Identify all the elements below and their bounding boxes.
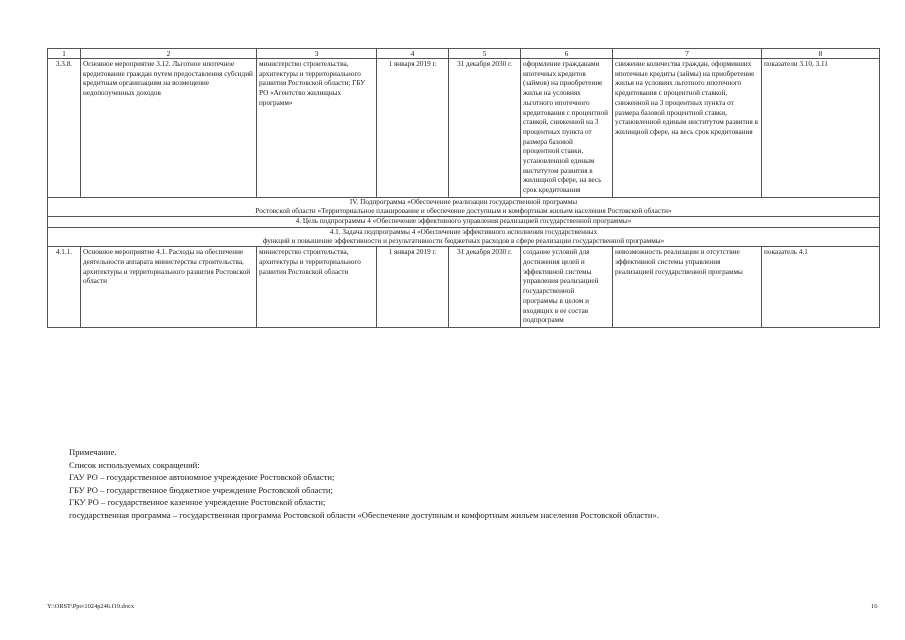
abbreviation-item: государственная программа – государственная программа Ростовской области «Обеспечение доступным и комфортным жильем населения Ростовской области». (69, 509, 659, 520)
abbreviation-item: ГАУ РО – государственное автономное учреждение Ростовской области; (69, 472, 335, 483)
file-path: Y:\ORST\Ppo\1024p246.f19.docx (47, 603, 135, 610)
section-row-task (48, 227, 880, 247)
column-number: 8 (762, 49, 880, 59)
subprogram-heading (48, 197, 880, 217)
column-number: 7 (613, 49, 762, 59)
column-number: 4 (377, 49, 449, 59)
row-number: 3.3.8. (48, 59, 81, 198)
abbreviation-item: ГБУ РО – государственное бюджетное учреждение Ростовской области; (69, 484, 333, 495)
task-heading-line: 4.1. Задача подпрограммы 4 «Обеспечение эффективного исполнения государственных (329, 227, 598, 236)
consequences: снижение количества граждан, оформивших ипотечные кредиты (займы) на приобретение жилья на условиях льготного ипотечного кредитования с процентной ставкой, сниженной на 3 процентных пункта от размера базовой процентной ставки, установленной единым институтом развития в жилищной сфере, на весь срок кредитования (613, 59, 762, 198)
column-number: 2 (81, 49, 257, 59)
abbreviation-item: ГКУ РО – государственное казенное учреждение Ростовской области; (69, 497, 326, 508)
row-number: 4.1.1. (48, 247, 81, 328)
column-number-row (48, 49, 880, 59)
task-heading (48, 227, 880, 247)
executor: министерство строительства, архитектуры и территориального развития Ростовской области; ГБУ РО «Агентство жилищных программ» (257, 59, 377, 198)
subprogram-heading-line: IV. Подпрограмма «Обеспечение реализации государственной программы (349, 197, 578, 206)
executor: министерство строительства, архитектуры и территориального развития Ростовской области (257, 247, 377, 328)
column-number: 5 (449, 49, 521, 59)
expected-result: создание условий для достижения целей и эффективной системы управления реализацией государственной программы в целом и входящих в ее состав подпрограмм (521, 247, 613, 328)
notes-title: Примечание. (69, 447, 117, 457)
expected-result: оформление гражданами ипотечных кредитов (займов) на приобретение жилья на условиях льготного ипотечного кредитования с процентной ставкой, сниженной на 3 процентных пункта от размера базовой процентной ставки, установленной единым институтом развития в жилищной сфере, на весь срок кредитования (521, 59, 613, 198)
end-date: 31 декабря 2030 г. (449, 247, 521, 328)
start-date: 1 января 2019 г. (377, 247, 449, 328)
abbreviations-title: Список используемых сокращений: (69, 459, 200, 470)
section-row-subprogram (48, 197, 880, 217)
table-row (48, 247, 880, 328)
column-number: 3 (257, 49, 377, 59)
consequences: невозможность реализации и отсутствие эффективной системы управления реализацией государственной программы (613, 247, 762, 328)
table-row (48, 59, 880, 198)
measure-name: Основное мероприятие 3.12. Льготное ипотечное кредитование граждан путем предоставления субсидий кредитным организациям на возмещение недополученных доходов (81, 59, 257, 198)
end-date: 31 декабря 2030 г. (449, 59, 521, 198)
plan-table (47, 48, 880, 328)
column-number: 6 (521, 49, 613, 59)
subprogram-heading-line: Ростовской области «Территориальное планирование и обеспечение доступным и комфортным жильем населения Ростовской области» (255, 207, 672, 216)
section-row-goal (48, 217, 880, 227)
column-number: 1 (48, 49, 81, 59)
start-date: 1 января 2019 г. (377, 59, 449, 198)
notes-block (69, 446, 879, 522)
indicators: показатели 3.10, 3.11 (762, 59, 880, 198)
goal-heading: 4. Цель подпрограммы 4 «Обеспечение эффективного управления реализацией государственной программы» (48, 217, 880, 227)
measure-name: Основное мероприятие 4.1. Расходы на обеспечение деятельности аппарата министерства строительства, архитектуры и территориального развития Ростовской области (81, 247, 257, 328)
page-number: 16 (871, 603, 878, 610)
task-heading-line: функций и повышение эффективности и результативности бюджетных расходов в сфере реализации государственной программы» (262, 237, 665, 246)
indicators: показатель 4.1 (762, 247, 880, 328)
